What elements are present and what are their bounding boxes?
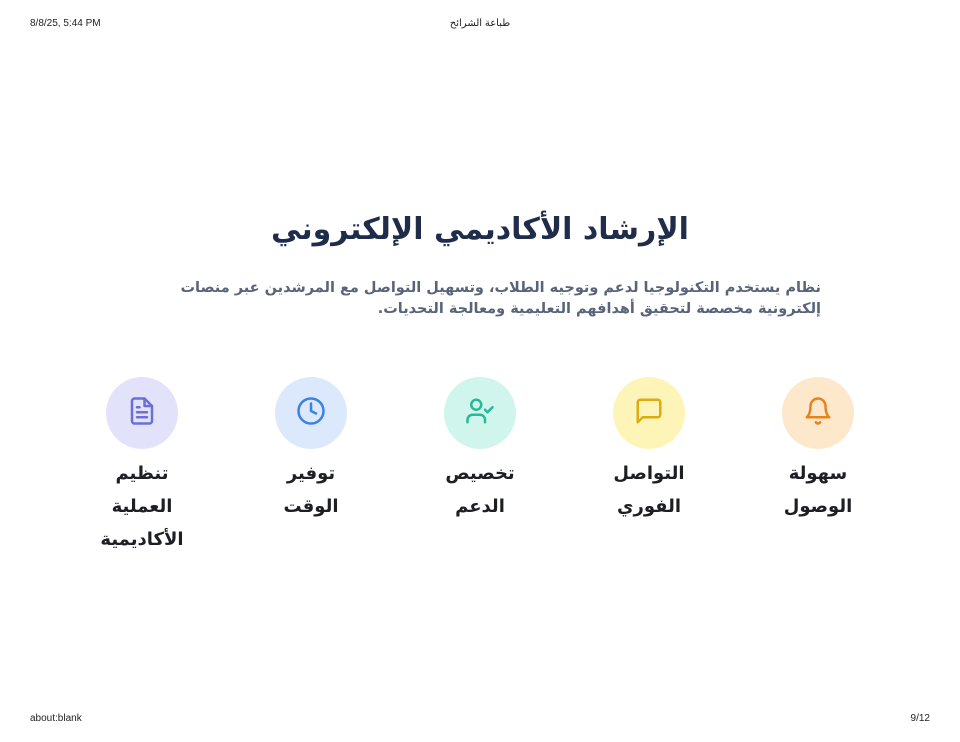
feature-saving-time: [236, 377, 386, 523]
feature-icon-circle: [275, 377, 347, 449]
feature-academic-organization: [67, 377, 217, 556]
user-check-icon: [465, 396, 495, 430]
feature-instant-communication: [574, 377, 724, 523]
print-url: about:blank: [30, 713, 82, 724]
slide-title: الإرشاد الأكاديمي الإلكتروني: [271, 212, 689, 247]
print-page-number: 9/12: [910, 713, 930, 724]
feature-label: تخصيص الدعم: [445, 463, 515, 517]
message-icon: [634, 396, 664, 430]
feature-label: سهولة الوصول: [783, 463, 853, 517]
features-row: [0, 377, 960, 577]
document-icon: [127, 396, 157, 430]
feature-easy-access: [743, 377, 893, 523]
print-date: 8/8/25, 5:44 PM: [30, 18, 101, 29]
feature-label: تنظيم العملية الأكاديمية: [100, 463, 184, 550]
feature-icon-circle: [613, 377, 685, 449]
feature-icon-circle: [782, 377, 854, 449]
feature-personalized-support: [405, 377, 555, 523]
print-header-title: طباعة الشرائح: [449, 18, 511, 29]
slide-subtitle: نظام يستخدم التكنولوجيا لدعم وتوجيه الطلاب، وتسهيل التواصل مع المرشدين عبر منصات إلكترونية مخصصة لتحقيق أهدافهم التعليمية ومعالجة التحديات.: [180, 280, 821, 317]
feature-label: توفير الوقت: [283, 463, 339, 517]
clock-icon: [296, 396, 326, 430]
bell-icon: [803, 396, 833, 430]
feature-icon-circle: [444, 377, 516, 449]
feature-icon-circle: [106, 377, 178, 449]
feature-label: التواصل الفوري: [613, 463, 685, 517]
